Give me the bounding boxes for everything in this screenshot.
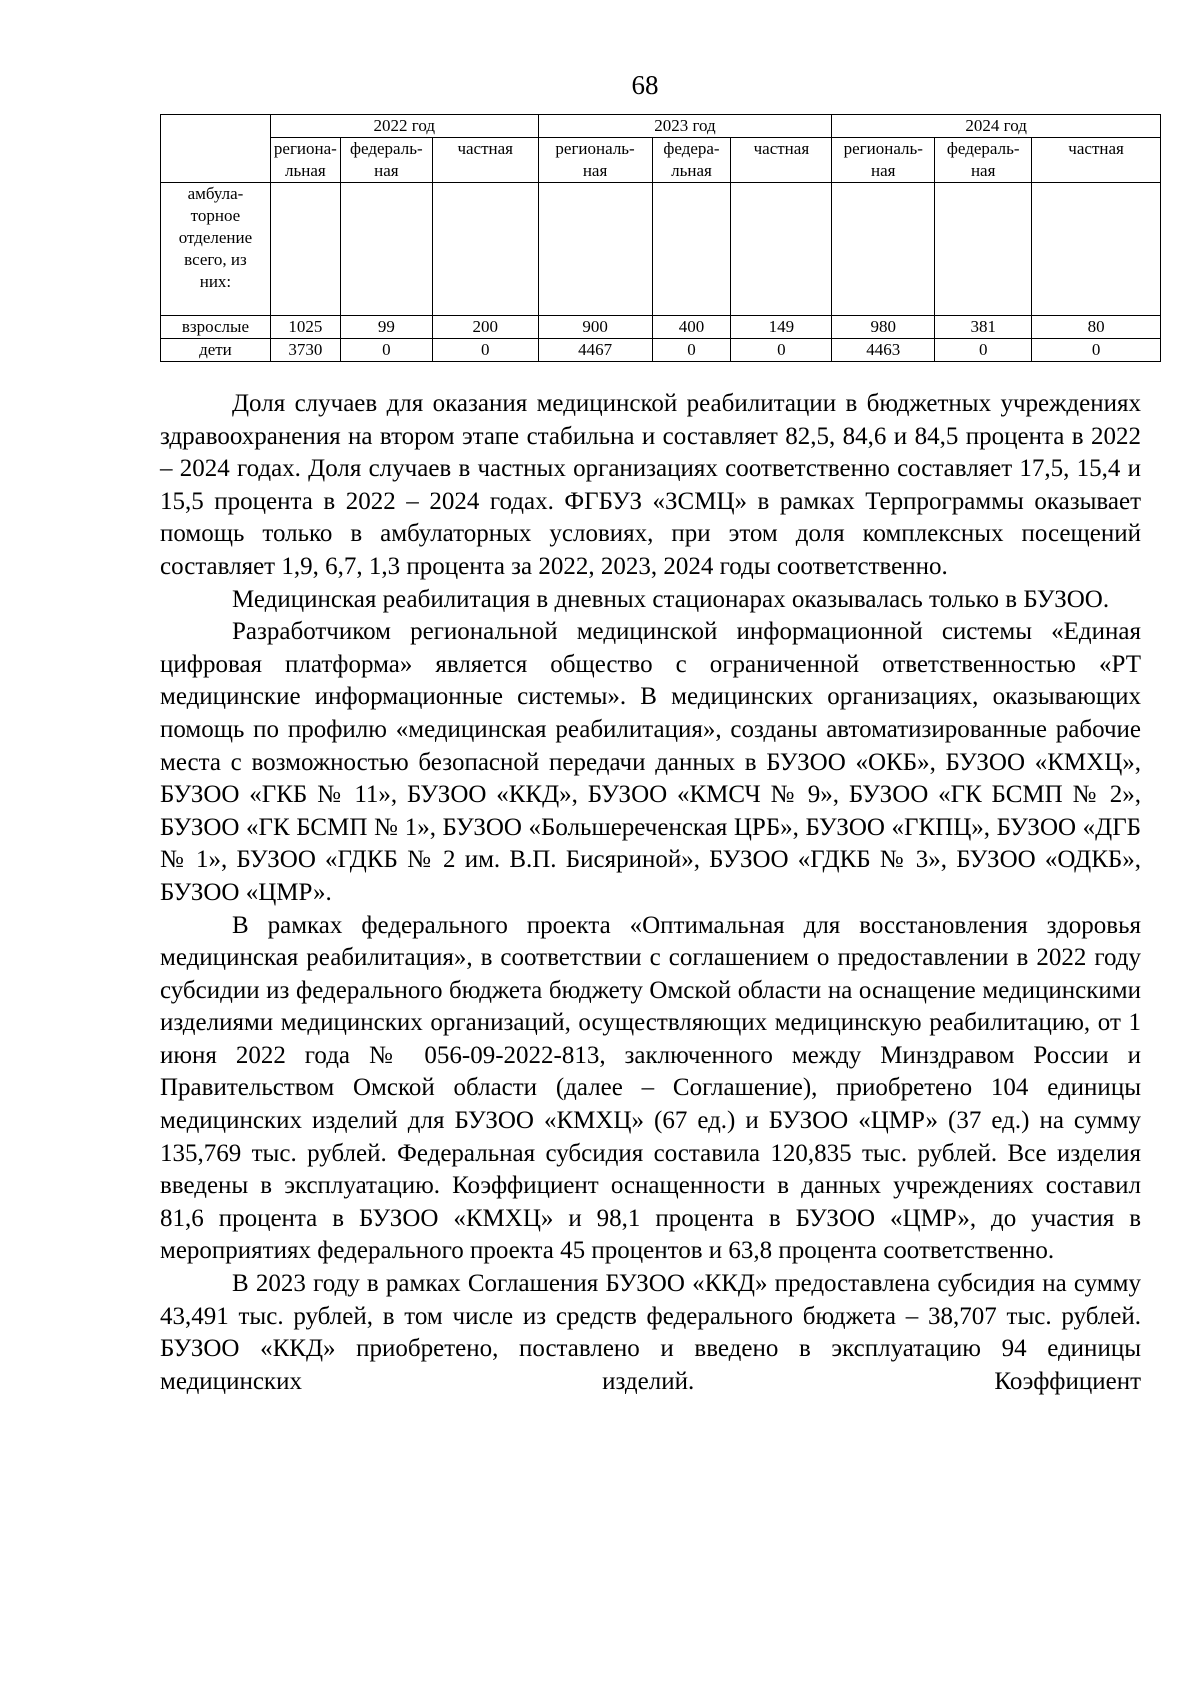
category-header-row (161, 138, 1161, 183)
table-cell (1032, 183, 1161, 316)
paragraph: Доля случаев для оказания медицинской реабилитации в бюджетных учреждениях здравоохранения на втором этапе стабильна и составляет 82,5, 84,6 и 84,5 процента в 2022 – 2024 годах. Доля случаев в частных организациях соответственно составляет 17,5, 15,4 и 15,5 процента в 2022 – 2024 годах. ФГБУЗ «ЗСМЦ» в рамках Терпрограммы оказывает помощь только в амбулаторных условиях, при этом доля комплексных посещений составляет 1,9, 6,7, 1,3 процента за 2022, 2023, 2024 годы соответственно. (160, 390, 1141, 580)
table-cell (832, 183, 935, 316)
year-header-cell: 2022 год (270, 115, 538, 138)
category-header-cell: федераль- ная (935, 138, 1032, 183)
category-header-cell: частная (1032, 138, 1161, 183)
row-label-cell: дети (161, 339, 271, 362)
table-cell: 0 (1032, 339, 1161, 362)
table-cell: 3730 (270, 339, 340, 362)
year-header-cell: 2024 год (832, 115, 1161, 138)
table-cell (340, 183, 432, 316)
table-cell: 381 (935, 316, 1032, 339)
category-header-cell: федера- льная (652, 138, 731, 183)
table-cell: 0 (731, 339, 832, 362)
paragraph: Медицинская реабилитация в дневных стационарах оказывалась только в БУЗОО. (232, 585, 1110, 613)
table-cell: 0 (340, 339, 432, 362)
table-cell: 0 (652, 339, 731, 362)
paragraph: В рамках федерального проекта «Оптимальная для восстановления здоровья медицинская реабилитация», в соответствии с соглашением о предоставлении в 2022 году субсидии из федерального бюджета бюджету Омской области на оснащение медицинскими изделиями медицинских организаций, осуществляющих медицинскую реабилитацию, от 1 июня 2022 года № 056-09-2022-813, заключенного между Минздравом России и Правительством Омской области (далее – Соглашение), приобретено 104 единицы медицинских изделий для БУЗОО «КМХЦ» (67 ед.) и БУЗОО «ЦМР» (37 ед.) на сумму 135,769 тыс. рублей. Федеральная субсидия составила 120,835 тыс. рублей. Все изделия введены в эксплуатацию. Коэффициент оснащенности в данных учреждениях составил 81,6 процента в БУЗОО «КМХЦ» и 98,1 процента в БУЗОО «ЦМР», до участия в мероприятиях федерального проекта 45 процентов и 63,8 процента соответственно. (160, 911, 1141, 1265)
table-cell (652, 183, 731, 316)
table-cell (538, 183, 652, 316)
category-header-cell: частная (731, 138, 832, 183)
paragraph: Разработчиком региональной медицинской информационной системы «Единая цифровая платформа» является общество с ограниченной ответственностью «РТ медицинские информационные системы». В медицинских организациях, оказывающих помощь по профилю «медицинская реабилитация», созданы автоматизированные рабочие места с возможностью безопасной передачи данных в БУЗОО «ОКБ», БУЗОО «КМХЦ», БУЗОО «ГКБ № 11», БУЗОО «ККД», БУЗОО «КМСЧ № 9», БУЗОО «ГК БСМП № 2», БУЗОО «ГК БСМП № 1», БУЗОО «Большереченская ЦРБ», БУЗОО «ГКПЦ», БУЗОО «ДГБ № 1», БУЗОО «ГДКБ № 2 им. В.П. Бисяриной», БУЗОО «ГДКБ № 3», БУЗОО «ОДКБ», БУЗОО «ЦМР». (160, 618, 1141, 906)
year-header-cell: 2023 год (538, 115, 832, 138)
table-cell: 400 (652, 316, 731, 339)
table-row (161, 316, 1161, 339)
category-header-cell: федераль- ная (340, 138, 432, 183)
row-label-cell: амбула- торное отделение всего, из них: (161, 183, 271, 316)
table-cell (432, 183, 538, 316)
table-cell (731, 183, 832, 316)
table-cell: 900 (538, 316, 652, 339)
table-cell (935, 183, 1032, 316)
table-row (161, 183, 1161, 316)
table-cell: 149 (731, 316, 832, 339)
table-cell: 980 (832, 316, 935, 339)
body-text (160, 388, 1141, 1398)
category-header-cell: региональ- ная (538, 138, 652, 183)
table-row (161, 339, 1161, 362)
category-header-cell: частная (432, 138, 538, 183)
table-cell: 80 (1032, 316, 1161, 339)
table-cell: 1025 (270, 316, 340, 339)
table-cell: 4463 (832, 339, 935, 362)
corner-cell (161, 115, 271, 183)
category-header-cell: региональ- ная (832, 138, 935, 183)
paragraph: В 2023 году в рамках Соглашения БУЗОО «ККД» предоставлена субсидия на сумму 43,491 тыс. рублей, в том числе из средств федерального бюджета – 38,707 тыс. рублей. БУЗОО «ККД» приобретено, поставлено и введено в эксплуатацию 94 единицы медицинских изделий. Коэффициент (160, 1270, 1141, 1395)
table-cell: 99 (340, 316, 432, 339)
page-number: 68 (631, 70, 659, 100)
category-header-cell: регионa- льная (270, 138, 340, 183)
rehab-stats-table (160, 114, 1161, 362)
table-cell: 4467 (538, 339, 652, 362)
table-cell: 200 (432, 316, 538, 339)
table-cell: 0 (432, 339, 538, 362)
table-cell: 0 (935, 339, 1032, 362)
table-cell (270, 183, 340, 316)
row-label-cell: взрослые (161, 316, 271, 339)
year-header-row (161, 115, 1161, 138)
